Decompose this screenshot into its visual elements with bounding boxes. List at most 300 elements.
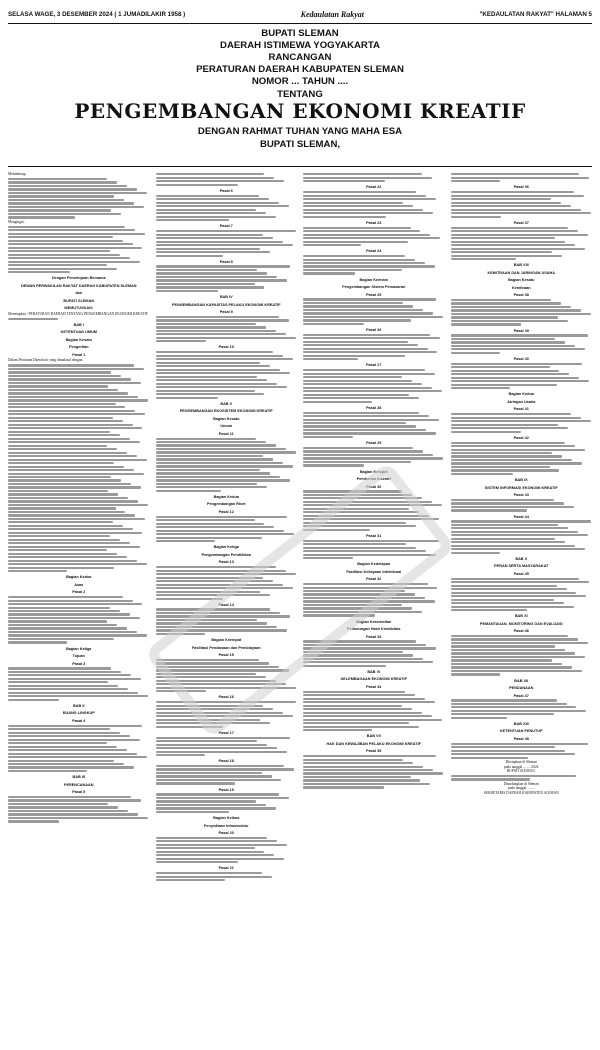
section-heading: Jaringan Usaha [507, 399, 536, 404]
section-heading: Pengembangan Riset [206, 502, 246, 507]
text-line [451, 499, 554, 501]
text-line [303, 312, 433, 314]
text-line [156, 333, 286, 335]
text-line [303, 272, 355, 274]
text-line [156, 622, 268, 624]
text-line [8, 507, 116, 509]
text-line [303, 755, 436, 757]
text-line [8, 820, 59, 822]
text-line [156, 744, 268, 746]
text-line [8, 206, 144, 208]
text-line [8, 556, 127, 558]
text-line [8, 553, 117, 555]
text-line [8, 641, 67, 643]
text-line [8, 257, 130, 259]
text-line [8, 438, 130, 440]
text-line [303, 259, 415, 261]
text-line [451, 703, 567, 705]
section-heading: Pasal 7 [219, 224, 233, 229]
text-line [156, 872, 262, 874]
text-line [8, 567, 114, 569]
text-line [303, 298, 436, 300]
text-line [156, 530, 285, 532]
section-heading: Pasal 3 [72, 661, 86, 666]
text-line [156, 390, 255, 392]
text-line [303, 383, 422, 385]
text-line [303, 216, 386, 218]
text-line [8, 725, 142, 727]
text-line [451, 652, 576, 654]
text-line [156, 283, 255, 285]
section-heading: Pasal 43 [513, 493, 529, 498]
text-line [303, 497, 422, 499]
text-line [303, 454, 433, 456]
text-line [451, 234, 588, 236]
section-heading: Pasal 2 [72, 590, 86, 595]
text-line [303, 705, 402, 707]
text-line [8, 392, 128, 394]
text-line [156, 326, 266, 328]
text-line [156, 676, 266, 678]
text-line [156, 772, 262, 774]
text-line [156, 444, 276, 446]
text-line [303, 425, 416, 427]
text-line [156, 241, 283, 243]
text-line [451, 424, 559, 426]
section-heading: Asas [74, 582, 84, 587]
text-line [156, 793, 279, 795]
text-line [156, 629, 288, 631]
text-line [451, 377, 580, 379]
text-line [8, 427, 142, 429]
text-line [303, 658, 423, 660]
text-line [451, 588, 567, 590]
text-line [156, 319, 289, 321]
text-line [156, 379, 268, 381]
text-line [451, 309, 581, 311]
text-line [8, 226, 125, 228]
text-line [8, 746, 117, 748]
title-number: NOMOR ... TAHUN .... [251, 76, 349, 87]
text-line [156, 330, 276, 332]
text-line [303, 412, 419, 414]
section-heading: RUANG LINGKUP [62, 711, 95, 716]
text-line [451, 717, 508, 719]
text-line [156, 876, 272, 878]
text-line [451, 195, 584, 197]
text-line [451, 227, 568, 229]
text-line [303, 701, 435, 703]
text-line [8, 624, 117, 626]
title-grace: DENGAN RAHMAT TUHAN YANG MAHA ESA [197, 126, 403, 137]
text-line [156, 177, 275, 179]
text-line [8, 497, 128, 499]
text-line [156, 615, 290, 617]
text-line [156, 537, 262, 539]
header-rule [8, 23, 592, 24]
text-line [8, 796, 131, 798]
text-line [303, 369, 425, 371]
text-line [303, 173, 422, 175]
section-heading: Bagian Kesatu [213, 416, 240, 421]
text-line [8, 610, 120, 612]
text-line [8, 459, 147, 461]
text-line [451, 548, 585, 550]
text-line [8, 240, 123, 242]
text-line [303, 436, 353, 438]
text-line [303, 607, 412, 609]
text-line [303, 376, 402, 378]
text-line [451, 602, 564, 604]
text-line [451, 449, 585, 451]
section-heading: Kemitraan [511, 285, 531, 290]
text-line [303, 600, 435, 602]
text-line [8, 188, 137, 190]
section-heading: Pelindungan Hasil Kreativitas [347, 627, 401, 632]
text-line [451, 595, 587, 597]
text-line [156, 290, 218, 292]
text-line [8, 685, 118, 687]
text-line [303, 198, 436, 200]
text-line [8, 603, 142, 605]
text-line [303, 464, 364, 466]
text-line [156, 372, 290, 374]
text-line [303, 590, 405, 592]
text-line [451, 255, 563, 257]
text-line [451, 520, 591, 522]
text-line [156, 754, 206, 756]
text-line [8, 532, 142, 534]
text-line [156, 483, 258, 485]
section-heading: Pasal 36 [513, 185, 529, 190]
newspaper-header [8, 6, 592, 22]
text-line [303, 694, 415, 696]
text-line [303, 729, 372, 731]
header-page: "KEDAULATAN RAKYAT" HALAMAN 5 [479, 10, 592, 18]
text-line [8, 479, 121, 481]
signature-line: BUPATI SLEMAN, [506, 769, 536, 774]
text-line [8, 250, 110, 252]
text-line [8, 681, 108, 683]
text-line [303, 397, 419, 399]
section-heading: Pasal 38 [513, 293, 529, 298]
title-regent-sign: BUPATI SLEMAN, [259, 139, 341, 150]
text-line [451, 442, 566, 444]
section-heading: KELEMBAGAAN EKONOMI KREATIF [340, 677, 407, 682]
text-line [451, 248, 585, 250]
text-line [303, 209, 423, 211]
section-heading: Pengembangan Pendidikan [201, 552, 252, 557]
text-line [303, 373, 435, 375]
text-line [451, 338, 556, 340]
text-line [156, 844, 288, 846]
text-line [303, 269, 402, 271]
text-line [451, 205, 571, 207]
text-line [451, 656, 585, 658]
section-heading: PERAN SERTA MASYARAKAT [494, 564, 549, 569]
text-line [156, 323, 256, 325]
text-line [8, 799, 141, 801]
text-line [8, 617, 140, 619]
text-line [8, 692, 138, 694]
text-line [451, 746, 556, 748]
text-line [156, 516, 288, 518]
section-heading: KETENTUAN PENUTUP [499, 729, 543, 734]
text-line [156, 765, 285, 767]
text-line [156, 837, 268, 839]
text-line [8, 514, 135, 516]
section-heading: Umum [220, 424, 233, 429]
section-heading: Pasal 8 [219, 259, 233, 264]
text-line [303, 205, 413, 207]
text-line [156, 397, 218, 399]
text-line [451, 592, 577, 594]
section-heading: Bagian Kedua [508, 392, 534, 397]
text-line [303, 759, 403, 761]
text-line [451, 673, 501, 675]
text-line [451, 177, 590, 179]
text-line [451, 316, 559, 318]
text-line [8, 261, 140, 263]
text-line [451, 373, 570, 375]
text-line [451, 320, 568, 322]
text-line [451, 713, 554, 715]
section-heading: Pasal 20 [218, 831, 234, 835]
text-line [303, 227, 411, 229]
column-1 [8, 172, 150, 1038]
text-line [451, 352, 501, 354]
text-line [8, 185, 127, 187]
section-heading: Bagian Kedua [213, 494, 239, 499]
title-province: DAERAH ISTIMEWA YOGYAKARTA [220, 40, 380, 51]
paragraph-label: Menimbang : [8, 172, 28, 176]
text-line [8, 424, 133, 426]
text-line [156, 626, 278, 628]
text-line [156, 383, 278, 385]
text-line [156, 666, 279, 668]
text-line [8, 420, 123, 422]
text-line [156, 782, 235, 784]
text-line [8, 417, 113, 419]
section-heading: Pasal 24 [366, 249, 382, 254]
section-heading: KEMITRAAN DAN JARINGAN USAHA [487, 270, 555, 275]
text-line [303, 351, 437, 353]
text-line [156, 847, 255, 849]
text-line [156, 573, 296, 575]
text-line [156, 237, 273, 239]
text-line [303, 508, 409, 510]
text-line [303, 647, 436, 649]
text-line [303, 255, 405, 257]
text-line [451, 531, 578, 533]
newspaper-brand: Kedaulatan Rakyat [300, 9, 364, 19]
text-line [303, 651, 403, 653]
text-line [156, 248, 261, 250]
text-line [451, 306, 571, 308]
text-line [303, 772, 443, 774]
section-heading: Pasal 25 [366, 292, 382, 297]
text-line [451, 380, 590, 382]
text-line [8, 735, 130, 737]
text-line [8, 396, 138, 398]
text-line [8, 382, 141, 384]
text-line [303, 191, 416, 193]
text-line [156, 662, 269, 664]
text-line [156, 591, 261, 593]
text-line [8, 638, 114, 640]
text-line [303, 494, 412, 496]
section-heading: Pasal 15 [218, 653, 234, 658]
text-line [156, 479, 290, 481]
text-line [303, 337, 440, 339]
text-line [8, 749, 127, 751]
section-heading: BAB IV [219, 295, 233, 300]
section-heading: Pasal 17 [218, 730, 234, 735]
text-line [156, 751, 288, 753]
text-line [303, 341, 408, 343]
text-line [156, 608, 271, 610]
text-line [156, 570, 286, 572]
text-line [8, 213, 121, 215]
text-line [451, 666, 573, 668]
section-heading: Pengertian [68, 345, 89, 350]
text-line [156, 851, 265, 853]
text-line [451, 645, 556, 647]
section-heading: Pasal 46 [513, 629, 529, 634]
text-line [8, 627, 127, 629]
column-2 [156, 172, 298, 1038]
text-line [8, 364, 134, 366]
text-line [156, 523, 265, 525]
text-line [156, 540, 215, 542]
section-heading: Pasal 5 [72, 790, 86, 795]
text-line [451, 366, 550, 368]
text-line [303, 202, 403, 204]
text-line [156, 448, 286, 450]
text-line [156, 265, 290, 267]
section-heading: Dengan Persetujuan Bersama [51, 276, 106, 281]
text-line [8, 192, 147, 194]
text-line [8, 202, 134, 204]
text-line [8, 560, 137, 562]
text-line [303, 522, 406, 524]
text-line [8, 620, 107, 622]
text-line [451, 387, 510, 389]
text-line [8, 413, 145, 415]
text-line [8, 528, 133, 530]
text-line [8, 600, 133, 602]
text-line [8, 763, 124, 765]
text-line [451, 413, 571, 415]
text-line [303, 726, 419, 728]
text-line [303, 786, 384, 788]
text-line [8, 810, 128, 812]
section-heading: BAB III [72, 775, 85, 780]
text-line [303, 593, 415, 595]
title-regent: BUPATI SLEMAN [261, 28, 339, 39]
text-line [451, 209, 581, 211]
section-heading: Pasal 47 [513, 693, 529, 698]
section-heading: Fasilitasi Pendanaan dan Pembiayaan [191, 645, 261, 650]
text-line [303, 262, 425, 264]
text-line [451, 545, 576, 547]
text-line [156, 355, 283, 357]
text-line [8, 318, 58, 320]
text-line [303, 490, 402, 492]
text-line [8, 195, 114, 197]
text-line [451, 635, 568, 637]
text-line [156, 701, 296, 703]
text-line [156, 351, 273, 353]
text-line [156, 279, 288, 281]
text-line [156, 455, 264, 457]
text-line [303, 547, 416, 549]
text-line [303, 447, 413, 449]
text-line [303, 661, 433, 663]
text-line [156, 737, 290, 739]
section-heading: MEMUTUSKAN: [64, 306, 94, 311]
section-heading: Pasal 48 [513, 736, 529, 741]
section-heading: Bagian Ketiga [213, 545, 239, 550]
text-line [156, 472, 271, 474]
text-line [451, 427, 568, 429]
text-line [303, 776, 411, 778]
text-line [156, 740, 258, 742]
text-line [303, 550, 426, 552]
text-line [156, 687, 296, 689]
text-line [451, 431, 522, 433]
text-line [156, 369, 281, 371]
text-line [451, 524, 559, 526]
text-line [451, 202, 561, 204]
text-line [303, 230, 420, 232]
text-line [451, 216, 502, 218]
text-line [8, 511, 125, 513]
text-line [451, 534, 588, 536]
section-heading: Pasal 26 [366, 328, 382, 333]
section-heading: Pasal 10 [218, 345, 234, 350]
text-line [156, 216, 276, 218]
section-heading: DEWAN PERWAKILAN RAKYAT DAERAH KABUPATEN SLEMAN [20, 283, 137, 288]
text-line [451, 212, 591, 214]
text-line [451, 302, 561, 304]
title-about: TENTANG [277, 89, 323, 100]
text-line [8, 770, 87, 772]
text-line [303, 504, 442, 506]
text-line [156, 458, 273, 460]
section-heading: Pasal 22 [366, 185, 382, 190]
text-line [156, 286, 265, 288]
section-heading: Bagian Kesembilan [356, 619, 392, 624]
section-heading: Pasal 23 [366, 220, 382, 225]
section-heading: Pasal 40 [513, 356, 529, 361]
text-line [303, 501, 432, 503]
text-line [156, 386, 288, 388]
section-heading: Pasal 13 [218, 560, 234, 565]
text-line [156, 276, 278, 278]
text-line [156, 490, 221, 492]
text-line [8, 728, 110, 730]
text-line [8, 817, 148, 819]
text-line [8, 500, 138, 502]
text-line [156, 486, 268, 488]
section-heading: Pasal 32 [366, 577, 382, 582]
section-heading: Pasal 4 [72, 718, 86, 723]
text-line [8, 518, 145, 520]
text-line [303, 583, 428, 585]
section-heading: Bagian Ketujuh [359, 469, 388, 474]
text-line [8, 216, 75, 218]
